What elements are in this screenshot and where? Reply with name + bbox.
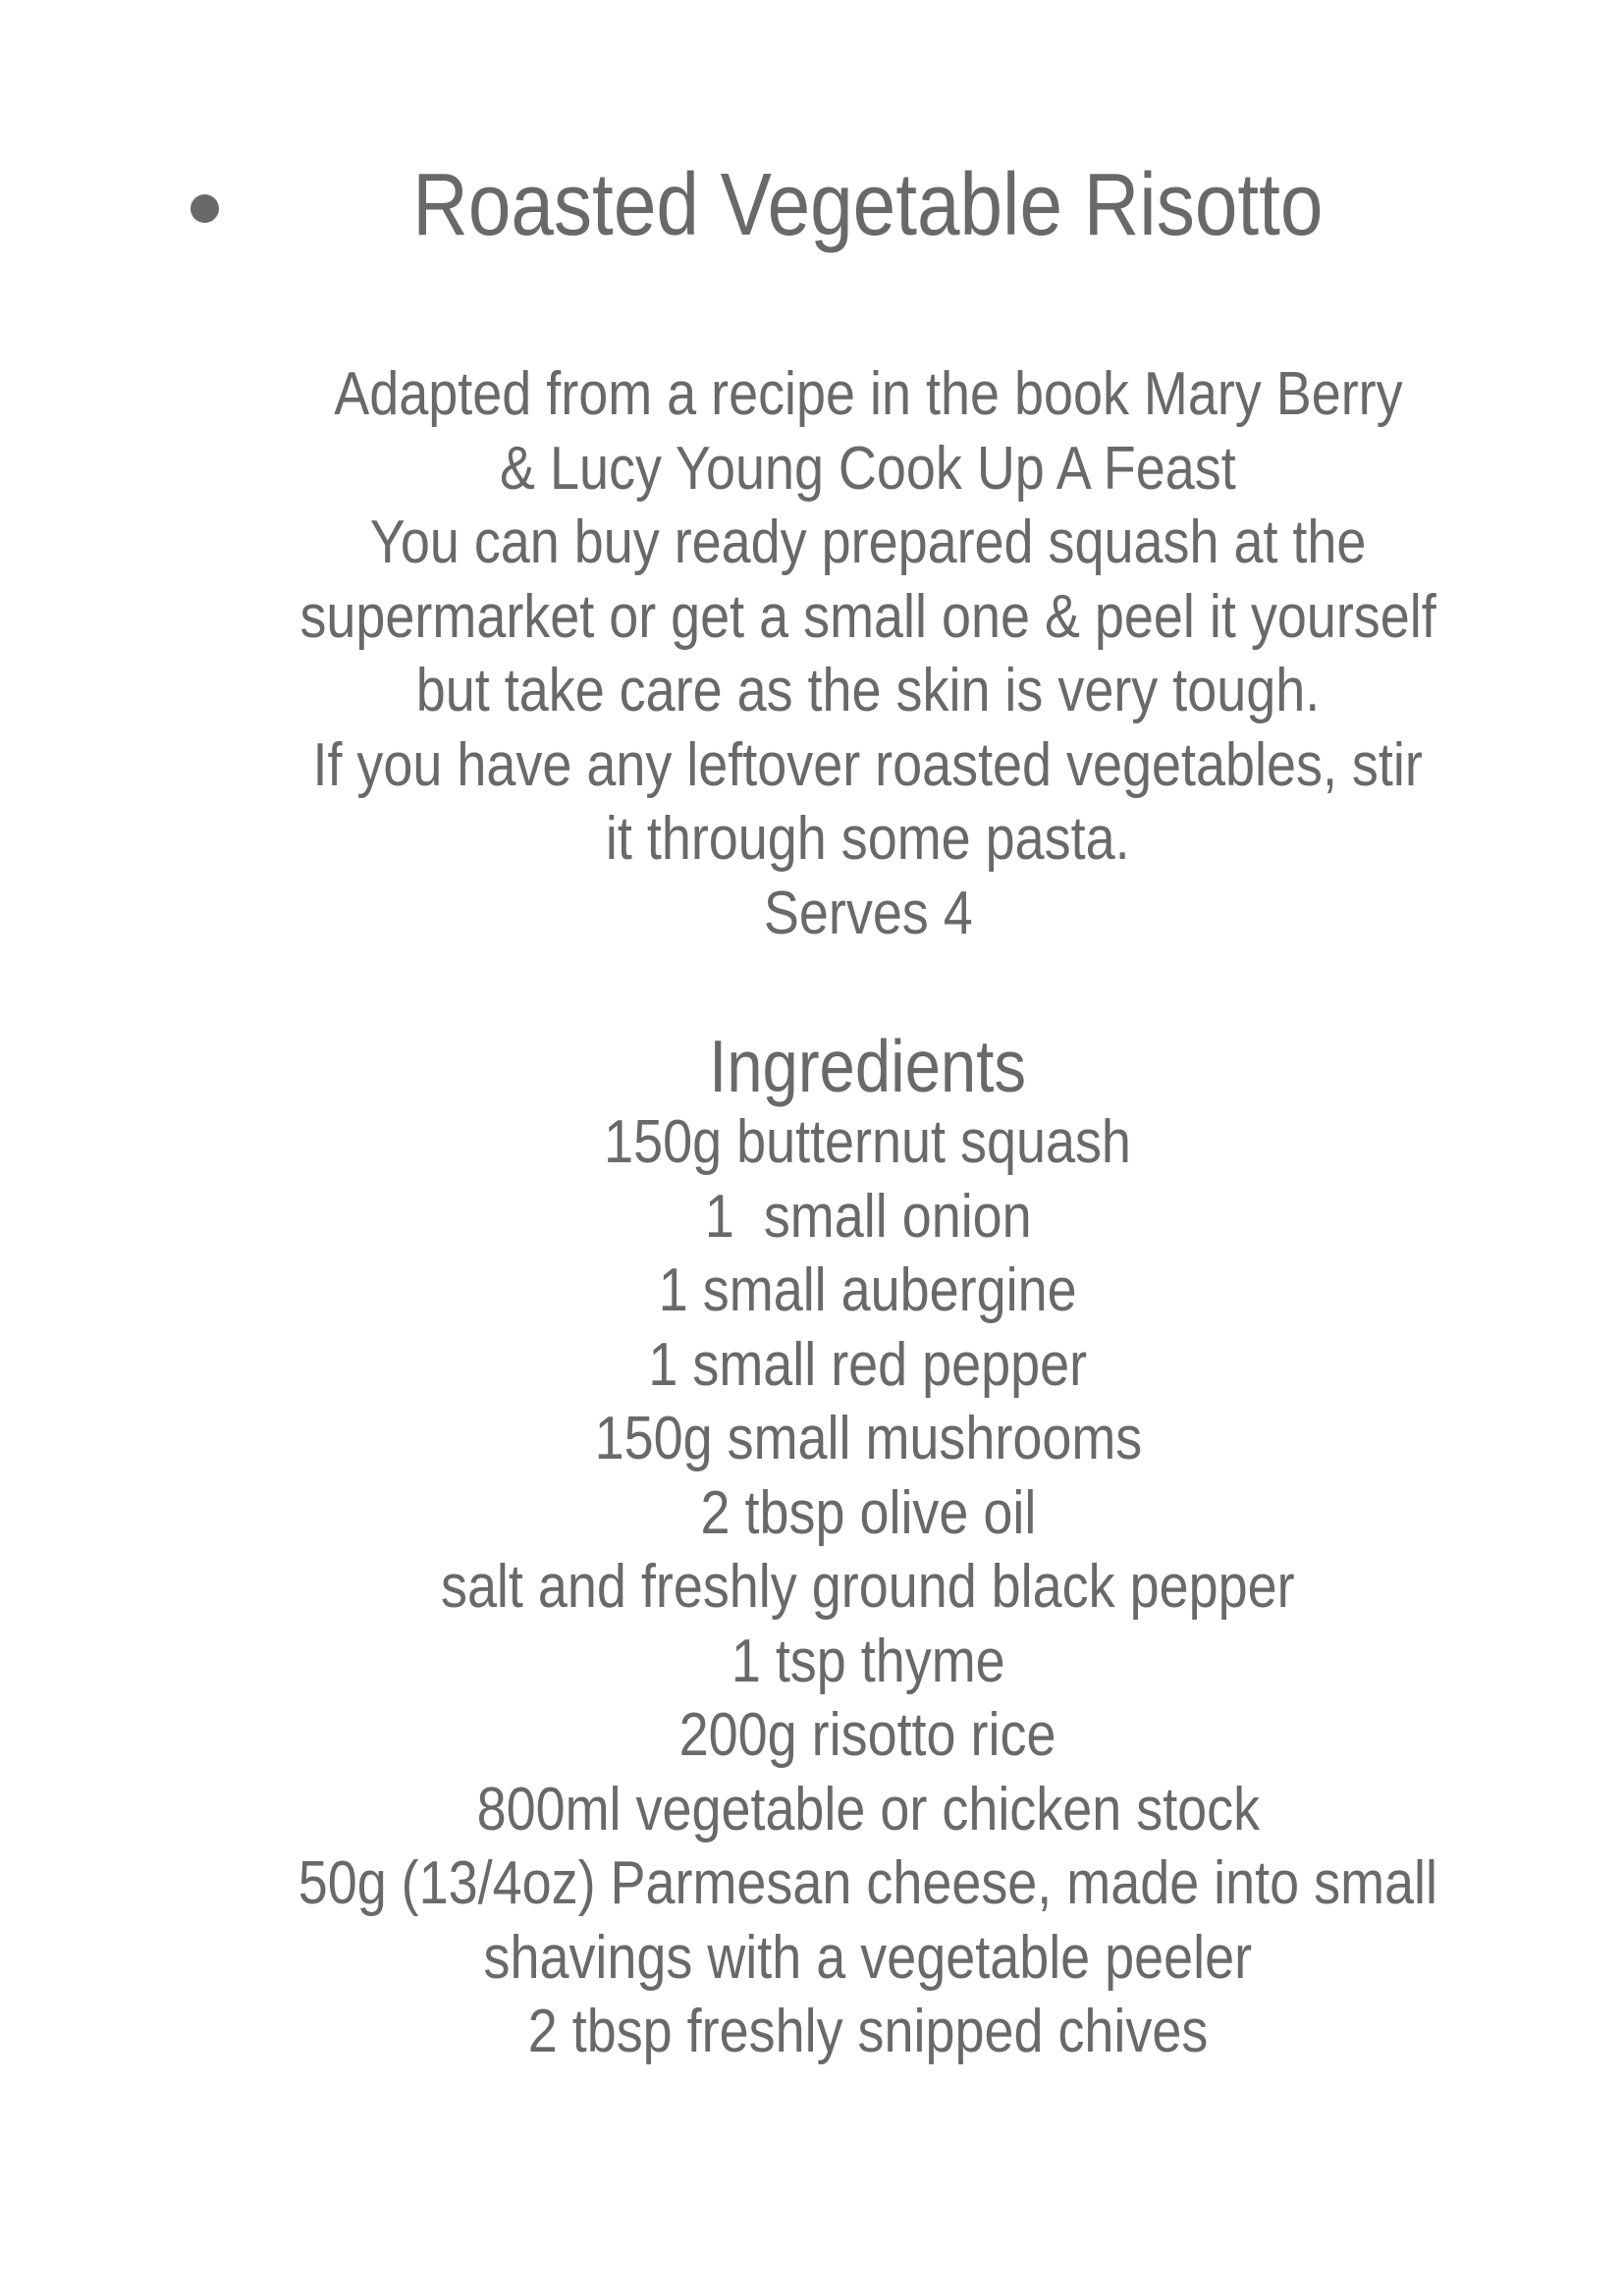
ingredient-item: 2 tbsp olive oil <box>700 1478 1036 1547</box>
ingredients-heading: Ingredients <box>709 1025 1027 1107</box>
ingredient-item: 1 small red pepper <box>648 1330 1088 1399</box>
serves-line: Serves 4 <box>763 879 973 947</box>
recipe-title <box>108 156 1624 254</box>
ingredient-item: 2 tbsp freshly snipped chives <box>527 1998 1209 2065</box>
ingredient-item: 150g butternut squash <box>604 1108 1132 1176</box>
description-line: You can buy ready prepared squash at the <box>369 508 1367 576</box>
recipe-description <box>108 357 1624 950</box>
ingredient-item: 1 tsp thyme <box>731 1627 1005 1695</box>
ingredient-item: 200g risotto rice <box>679 1701 1056 1769</box>
description-line: supermarket or get a small one & peel it yourself <box>299 582 1436 651</box>
recipe-title-text: Roasted Vegetable Risotto <box>412 156 1324 254</box>
ingredient-item: 1 small onion <box>704 1182 1032 1251</box>
description-line: Adapted from a recipe in the book Mary Berry <box>333 360 1403 428</box>
description-line: & Lucy Young Cook Up A Feast <box>500 434 1236 503</box>
description-line: If you have any leftover roasted vegetables, stir <box>312 730 1424 799</box>
ingredient-item: 1 small aubergine <box>659 1256 1077 1324</box>
ingredient-item: shavings with a vegetable peeler <box>483 1923 1253 1992</box>
ingredient-item: 800ml vegetable or chicken stock <box>476 1775 1260 1843</box>
description-line: but take care as the skin is very tough. <box>415 657 1321 724</box>
ingredient-item: 50g (13/4oz) Parmesan cheese, made into small <box>298 1849 1438 1917</box>
description-line: it through some pasta. <box>606 805 1130 873</box>
ingredient-item: salt and freshly ground black pepper <box>441 1553 1295 1621</box>
ingredients-list <box>108 1105 1624 2069</box>
recipe-content <box>108 0 1624 2296</box>
ingredient-item: 150g small mushrooms <box>594 1405 1142 1472</box>
